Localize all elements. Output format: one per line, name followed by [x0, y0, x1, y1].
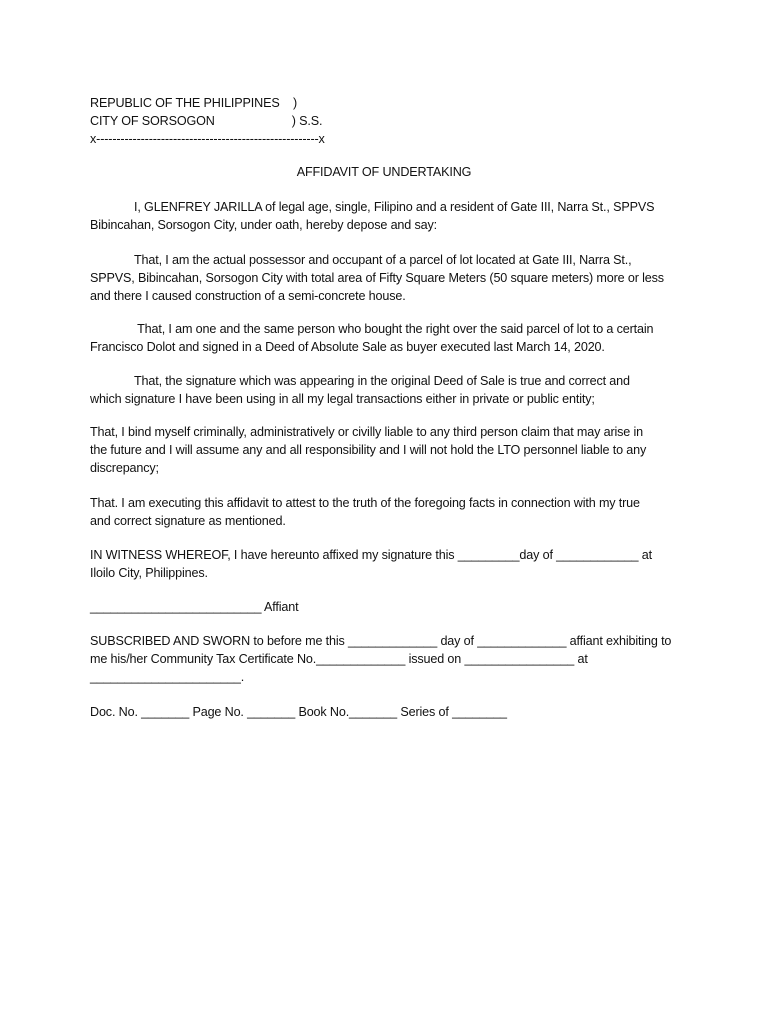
paragraph-line: That. I am executing this affidavit to attest to the truth of the foregoing facts in connection with my true	[90, 496, 640, 510]
paragraph-intro	[90, 198, 690, 234]
document-title: AFFIDAVIT OF UNDERTAKING	[296, 165, 472, 179]
paragraph-line: ______________________.	[90, 670, 245, 684]
caption-city: CITY OF SORSOGON ) S.S.	[90, 114, 323, 128]
caption-republic: REPUBLIC OF THE PHILIPPINES )	[90, 96, 298, 110]
caption-separator: x-------------------------------------------------------x	[90, 132, 325, 146]
paragraph-line: Francisco Dolot and signed in a Deed of Absolute Sale as buyer executed last March 14, 2020.	[90, 340, 605, 354]
paragraph-line: SUBSCRIBED AND SWORN to before me this _____________ day of _____________ affiant exhibiting to	[90, 634, 672, 648]
paragraph-line: That, I am the actual possessor and occupant of a parcel of lot located at Gate III, Narra St.,	[134, 253, 632, 267]
paragraph-line: discrepancy;	[90, 461, 159, 475]
paragraph-witness	[90, 546, 690, 582]
paragraph-possessor	[90, 251, 690, 305]
paragraph-line: That, I am one and the same person who bought the right over the said parcel of lot to a certain	[134, 322, 654, 336]
paragraph-line: which signature I have been using in all my legal transactions either in private or public entity;	[90, 392, 595, 406]
paragraph-line: Iloilo City, Philippines.	[90, 566, 208, 580]
paragraph-line: Bibincahan, Sorsogon City, under oath, hereby depose and say:	[90, 218, 437, 232]
paragraph-line: SPPVS, Bibincahan, Sorsogon City with total area of Fifty Square Meters (50 square meters) more or less	[90, 271, 664, 285]
paragraph-line: IN WITNESS WHEREOF, I have hereunto affixed my signature this _________day of ____________ at	[90, 548, 652, 562]
paragraph-line: and there I caused construction of a semi-concrete house.	[90, 289, 406, 303]
affiant-signature-line: _________________________ Affiant	[90, 600, 299, 614]
paragraph-line: That, I bind myself criminally, administratively or civilly liable to any third person claim that may arise in	[90, 425, 643, 439]
paragraph-line: me his/her Community Tax Certificate No._____________ issued on ________________ at	[90, 652, 588, 666]
paragraph-executing	[90, 494, 690, 530]
paragraph-buyer	[90, 320, 690, 356]
notarial-register: Doc. No. _______ Page No. _______ Book No._______ Series of ________	[90, 705, 507, 719]
paragraph-signature	[90, 372, 690, 408]
paragraph-liability	[90, 423, 690, 477]
paragraph-line: I, GLENFREY JARILLA of legal age, single, Filipino and a resident of Gate III, Narra St., SPPVS	[134, 200, 655, 214]
paragraph-line: the future and I will assume any and all responsibility and I will not hold the LTO personnel liable to any	[90, 443, 647, 457]
paragraph-line: That, the signature which was appearing in the original Deed of Sale is true and correct and	[134, 374, 630, 388]
paragraph-sworn	[90, 632, 690, 686]
paragraph-line: and correct signature as mentioned.	[90, 514, 286, 528]
